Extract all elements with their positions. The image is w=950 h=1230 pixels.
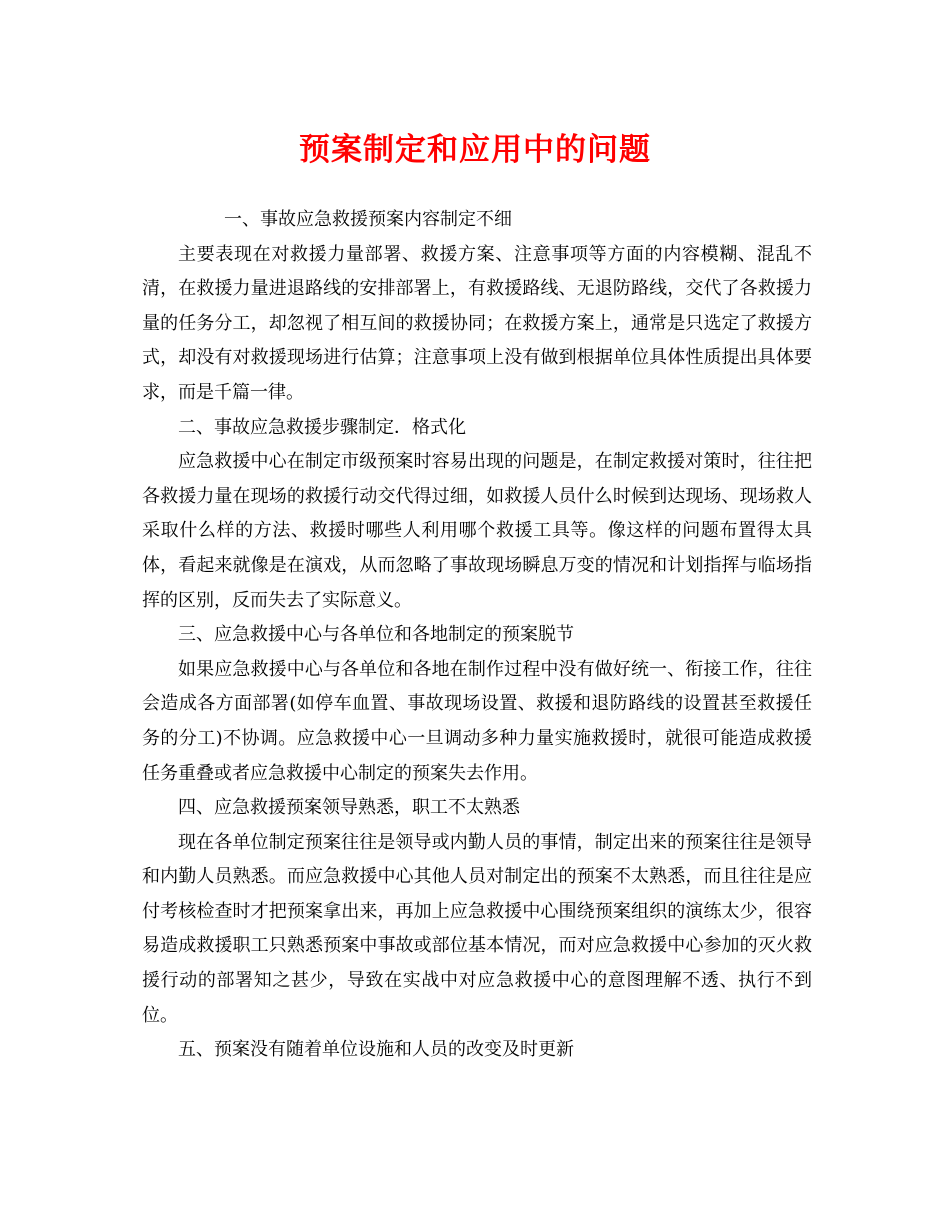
section-heading-5: 五、预案没有随着单位设施和人员的改变及时更新 <box>178 1039 574 1061</box>
section-body-4: 现在各单位制定预案往往是领导或内勤人员的事情，制定出来的预案往往是领导和内勤人员熟悉。而应急救援中心其他人员对制定出的预案不太熟悉，而且往往是应付考核检查时才把预案拿出来，再加上应急救援中心围绕预案组织的演练太少，很容易造成救援职工只熟悉预案中事故或部位基本情况，而对应急救援中心参加的灭火救援行动的部署知之甚少，导致在实战中对应急救援中心的意图理解不透、执行不到位。 <box>142 831 812 1026</box>
section-body-2: 应急救援中心在制定市级预案时容易出现的问题是，在制定救援对策时，往往把各救援力量在现场的救援行动交代得过细，如救援人员什么时候到达现场、现场救人采取什么样的方法、救援时哪些人利用哪个救援工具等。像这样的问题布置得太具体，看起来就像是在演戏，从而忽略了事故现场瞬息万变的情况和计划指挥与临场指挥的区别，反而失去了实际意义。 <box>142 451 812 611</box>
section-heading-3: 三、应急救援中心与各单位和各地制定的预案脱节 <box>178 624 574 646</box>
section-heading-1: 一、事故应急救援预案内容制定不细 <box>224 209 512 230</box>
section-body-1: 主要表现在对救援力量部署、救援方案、注意事项等方面的内容模糊、混乱不清，在救援力量进退路线的安排部署上，有救援路线、无退防路线，交代了各救援力量的任务分工，却忽视了相互间的救援协同；在救援方案上，通常是只选定了救援方式，却没有对救援现场进行估算；注意事项上没有做到根据单位具体性质提出具体要求，而是千篇一律。 <box>142 243 812 403</box>
section-heading-4: 四、应急救援预案领导熟悉，职工不太熟悉 <box>178 797 520 819</box>
document-title: 预案制定和应用中的问题 <box>299 132 651 168</box>
document-body <box>142 203 812 1068</box>
section-heading-2: 二、事故应急救援步骤制定．格式化 <box>178 416 466 438</box>
section-body-3: 如果应急救援中心与各单位和各地在制作过程中没有做好统一、衔接工作，往往会造成各方面部署(如停车血置、事故现场设置、救援和退防路线的设置甚至救援任务的分工)不协调。应急救援中心一旦调动多种力量实施救援时，就很可能造成救援任务重叠或者应急救援中心制定的预案失去作用。 <box>142 658 812 784</box>
